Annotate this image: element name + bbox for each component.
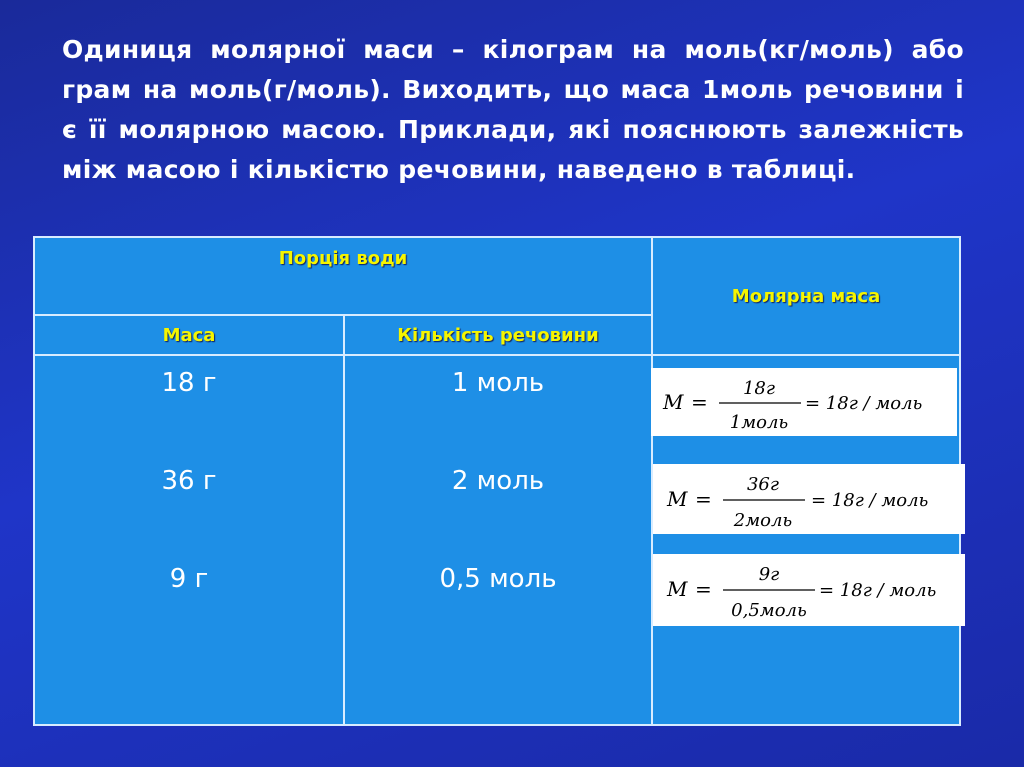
molar-mass-formula [653, 464, 965, 534]
header-molar-mass: Молярна маса [731, 286, 881, 307]
molar-mass-formula [651, 368, 957, 436]
amount-value: 0,5 моль [439, 564, 557, 594]
mass-value: 36 г [161, 466, 217, 496]
header-mass: Маса [162, 325, 216, 346]
formula-lhs: M [667, 577, 688, 601]
formula-result: = 18г / моль [805, 393, 923, 414]
formula-denominator: 1моль [729, 412, 789, 433]
amount-value: 2 моль [451, 466, 545, 496]
table-divider [35, 354, 959, 356]
formula-eq: = [695, 487, 712, 511]
intro-paragraph: Одиниця молярної маси – кілограм на моль(кг/моль) або грам на моль(г/моль). Виходить, що маса 1моль речовини і є її молярною масою. Приклади, які пояснюють залежність між масою і кількістю речовини, наведено в таблиці. [62, 35, 964, 184]
formula-denominator: 2моль [733, 510, 793, 531]
mass-value: 9 г [169, 564, 209, 594]
formula-denominator: 0,5моль [731, 600, 807, 621]
header-water-portion: Порція води [278, 248, 408, 269]
formula-result: = 18г / моль [811, 490, 929, 511]
formula-eq: = [695, 577, 712, 601]
formula-result: = 18г / моль [819, 580, 937, 601]
mass-value: 18 г [161, 368, 217, 398]
formula-numerator: 18г [742, 378, 776, 399]
header-amount-of-substance: Кількість речовини [397, 325, 599, 346]
formula-lhs: M [667, 487, 688, 511]
water-portion-table [33, 236, 961, 726]
formula-eq: = [691, 390, 708, 414]
molar-mass-formula [653, 554, 965, 626]
formula-numerator: 36г [746, 474, 780, 495]
formula-lhs: M [663, 390, 684, 414]
amount-value: 1 моль [451, 368, 545, 398]
formula-numerator: 9г [758, 564, 780, 585]
